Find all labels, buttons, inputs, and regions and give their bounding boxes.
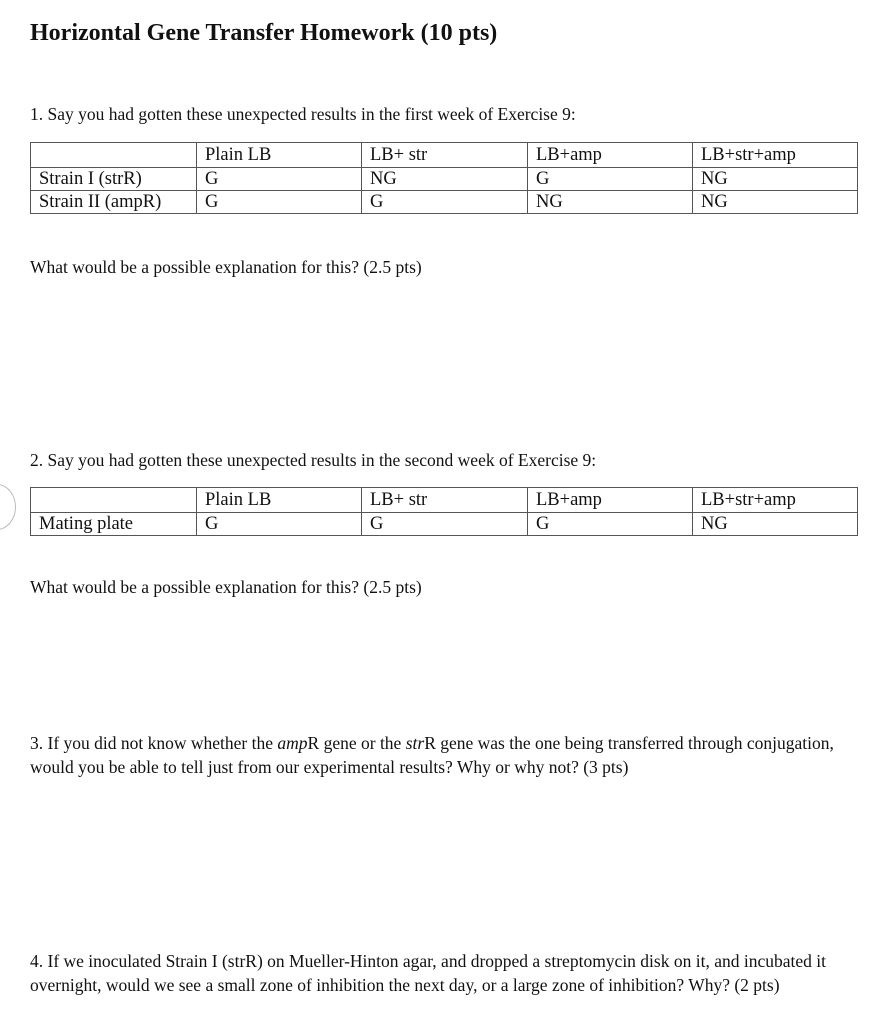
table-cell: NG — [693, 191, 858, 214]
question-4-text: 4. If we inoculated Strain I (strR) on Mueller-Hinton agar, and dropped a streptomycin disk on it, and incubated it overnight, would we see a small zone of inhibition the next day, or a large zone of inhibition? Why? (2 pts) — [30, 951, 826, 995]
table-cell: NG — [362, 168, 528, 191]
amp-gene-prefix: amp — [277, 733, 308, 753]
question-3-part-2: R gene or the — [307, 733, 406, 753]
table-header-cell — [31, 488, 197, 513]
question-1-followup: What would be a possible explanation for this? (2.5 pts) — [30, 257, 422, 277]
table-header-cell: LB+str+amp — [693, 143, 858, 168]
table-cell: Strain II (ampR) — [31, 191, 197, 214]
table-header-cell: LB+ str — [362, 143, 528, 168]
table-cell: Strain I (strR) — [31, 168, 197, 191]
table-cell: NG — [693, 513, 858, 536]
page-edge-mark — [0, 484, 16, 530]
table-header-cell: LB+str+amp — [693, 488, 858, 513]
table-cell: G — [528, 168, 693, 191]
table-header-cell: Plain LB — [197, 143, 362, 168]
table-header-row — [31, 143, 858, 168]
table-header-cell: LB+amp — [528, 143, 693, 168]
results-table-week-2 — [30, 487, 858, 536]
question-3-part-3: R gene was the one being transferred through conjugation, would you be able to tell just from our experimental results? Why or why not? (3 pts) — [30, 733, 834, 777]
question-3-text — [30, 731, 855, 779]
table-row — [31, 168, 858, 191]
table-header-cell: Plain LB — [197, 488, 362, 513]
table-row — [31, 513, 858, 536]
table-row — [31, 191, 858, 214]
table-cell: G — [197, 168, 362, 191]
table-cell: G — [197, 191, 362, 214]
question-2-followup: What would be a possible explanation for this? (2.5 pts) — [30, 577, 422, 597]
str-gene-prefix: str — [405, 733, 425, 753]
question-1-prompt: 1. Say you had gotten these unexpected results in the first week of Exercise 9: — [30, 104, 576, 124]
table-header-cell: LB+ str — [362, 488, 528, 513]
table-cell: NG — [528, 191, 693, 214]
table-header-cell: LB+amp — [528, 488, 693, 513]
question-3-part-1: 3. If you did not know whether the — [30, 733, 278, 753]
results-table-week-1 — [30, 142, 858, 214]
page-title: Horizontal Gene Transfer Homework (10 pts) — [30, 20, 498, 46]
table-cell: G — [362, 513, 528, 536]
table-cell: G — [528, 513, 693, 536]
table-cell: NG — [693, 168, 858, 191]
table-cell: G — [362, 191, 528, 214]
table-header-cell — [31, 143, 197, 168]
question-2-prompt: 2. Say you had gotten these unexpected results in the second week of Exercise 9: — [30, 450, 597, 470]
table-cell: Mating plate — [31, 513, 197, 536]
table-header-row — [31, 488, 858, 513]
table-cell: G — [197, 513, 362, 536]
